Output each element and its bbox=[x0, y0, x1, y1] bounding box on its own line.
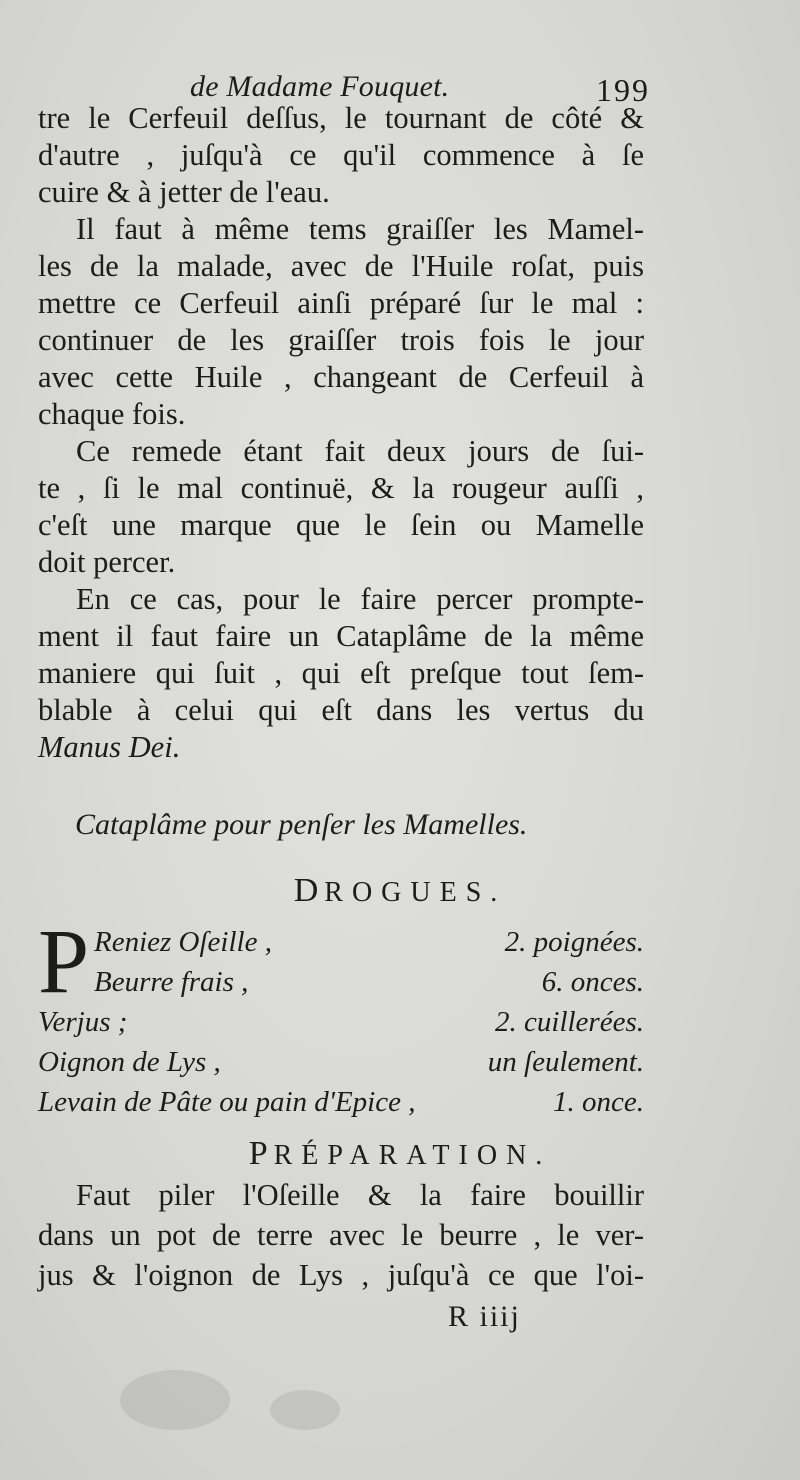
ingredient-row bbox=[38, 1082, 644, 1122]
signature-mark: R iiij bbox=[448, 1300, 521, 1333]
text-line: ment il faut faire un Cataplâme de la même bbox=[38, 619, 644, 653]
ingredient-quantity: un ſeulement. bbox=[487, 1046, 644, 1078]
text-line: Faut piler l'Oſeille & la faire bouillir bbox=[76, 1178, 644, 1212]
heading-initial: P bbox=[248, 1135, 274, 1172]
text-line: tre le Cerfeuil deſſus, le tournant de côté & bbox=[38, 101, 644, 135]
text-line: Ce remede étant fait deux jours de ſui- bbox=[76, 434, 644, 468]
ingredient-row bbox=[38, 922, 644, 962]
ingredient-quantity: 6. onces. bbox=[541, 966, 644, 998]
body-text bbox=[38, 100, 644, 766]
ingredient-row bbox=[38, 1002, 644, 1042]
paper-stain bbox=[120, 1370, 230, 1430]
text-line: les de la malade, avec de l'Huile roſat, puis bbox=[38, 249, 644, 283]
running-head: de Madame Fouquet. bbox=[190, 70, 450, 103]
text-line: chaque fois. bbox=[38, 397, 186, 431]
heading-rest: RÉPARATION. bbox=[273, 1140, 552, 1171]
ingredient-quantity: 2. cuillerées. bbox=[495, 1006, 644, 1038]
ingredient-name: Beurre frais , bbox=[94, 966, 249, 998]
ingredient-name: Levain de Pâte ou pain d'Epice , bbox=[38, 1086, 416, 1118]
heading-initial: D bbox=[293, 872, 325, 909]
text-line: c'eſt une marque que le ſein ou Mamelle bbox=[38, 508, 644, 542]
heading-rest: ROGUES. bbox=[324, 877, 507, 908]
ingredient-name: Reniez Oſeille , bbox=[94, 926, 272, 958]
paper-stain bbox=[270, 1390, 340, 1430]
text-line: doit percer. bbox=[38, 545, 176, 579]
text-line: mettre ce Cerfeuil ainſi préparé ſur le mal : bbox=[38, 286, 644, 320]
ingredient-name: Verjus ; bbox=[38, 1006, 128, 1038]
text-line: avec cette Huile , changeant de Cerfeuil à bbox=[38, 360, 644, 394]
ingredient-list bbox=[38, 910, 644, 1122]
ingredient-quantity: 1. once. bbox=[553, 1086, 644, 1118]
text-line: jus & l'oignon de Lys , juſqu'à ce que l'oi- bbox=[38, 1258, 644, 1292]
text-line: maniere qui ſuit , qui eſt preſque tout ſem- bbox=[38, 656, 644, 690]
page-number: 199 bbox=[596, 72, 650, 108]
preparation-text bbox=[38, 1175, 644, 1295]
ingredient-name: Oignon de Lys , bbox=[38, 1046, 221, 1078]
ingredient-row bbox=[38, 1042, 644, 1082]
drop-cap: P bbox=[38, 910, 90, 1012]
text-line: dans un pot de terre avec le beurre , le ver- bbox=[38, 1218, 644, 1252]
text-line: En ce cas, pour le faire percer prompte- bbox=[76, 582, 644, 616]
text-line: cuire & à jetter de l'eau. bbox=[38, 175, 330, 209]
preparation-heading bbox=[0, 1135, 800, 1173]
text-line: continuer de les graiſſer trois fois le jour bbox=[38, 323, 644, 357]
text-line: blable à celui qui eſt dans les vertus du bbox=[38, 693, 644, 727]
ingredient-row bbox=[38, 962, 644, 1002]
recipe-title: Cataplâme pour penſer les Mamelles. bbox=[75, 808, 528, 841]
text-line: Manus Dei. bbox=[38, 730, 181, 764]
drogues-heading bbox=[0, 872, 800, 910]
text-line: Il faut à même tems graiſſer les Mamel- bbox=[76, 212, 644, 246]
text-line: d'autre , juſqu'à ce qu'il commence à ſe bbox=[38, 138, 644, 172]
ingredient-quantity: 2. poignées. bbox=[504, 926, 644, 958]
text-line: te , ſi le mal continuë, & la rougeur auſſi , bbox=[38, 471, 644, 505]
